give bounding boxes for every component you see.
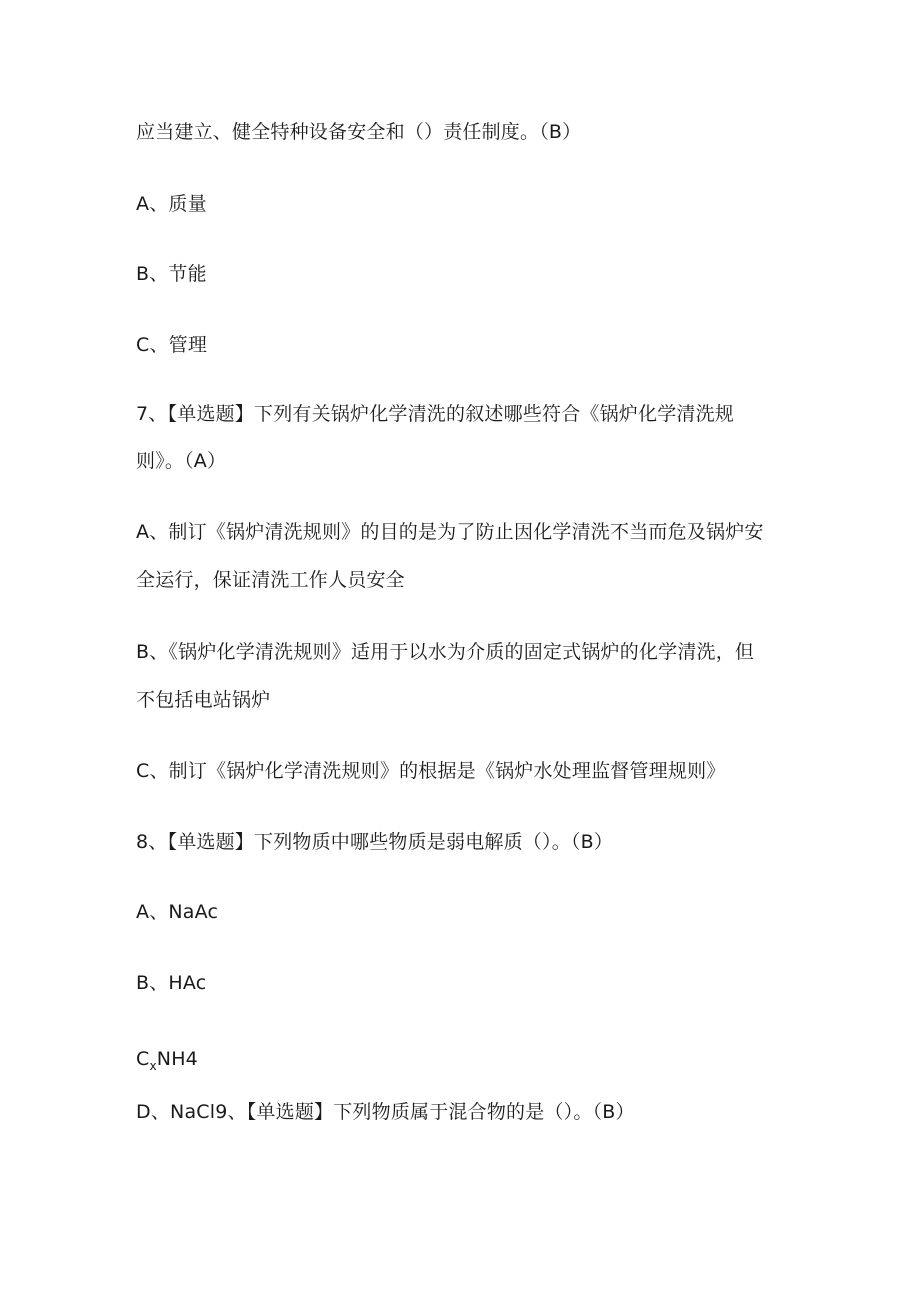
question-7-option-c: C、制订《锅炉化学清洗规则》的根据是《锅炉水处理监督管理规则》 — [136, 760, 726, 782]
question-8-option-a: A、NaAc — [136, 901, 219, 923]
question-7-option-b: B、《锅炉化学清洗规则》适用于以水为介质的固定式锅炉的化学清洗，但 — [136, 641, 755, 663]
question-6-stem-end: 应当建立、健全特种设备安全和（）责任制度。（B） — [136, 121, 582, 143]
question-8-stem: 8、【单选题】下列物质中哪些物质是弱电解质（）。（B） — [136, 831, 614, 853]
question-7-stem: 7、【单选题】下列有关锅炉化学清洗的叙述哪些符合《锅炉化学清洗规 — [136, 403, 734, 425]
question-6-option-b: B、节能 — [136, 263, 207, 285]
question-8-option-b: B、HAc — [136, 972, 207, 994]
question-6-option-c: C、管理 — [136, 334, 208, 356]
question-7-option-b-cont: 不包括电站锅炉 — [136, 689, 271, 711]
question-7-stem-cont: 则》。（A） — [136, 450, 227, 472]
question-7-option-a: A、制订《锅炉清洗规则》的目的是为了防止因化学清洗不当而危及锅炉安 — [136, 521, 764, 543]
option-c-letter: C — [136, 1048, 150, 1070]
question-7-option-a-cont: 全运行，保证清洗工作人员安全 — [136, 569, 405, 591]
option-c-subscript: x — [149, 1059, 157, 1073]
question-6-option-a: A、质量 — [136, 193, 207, 215]
question-8-option-c — [136, 1047, 796, 1071]
option-c-text: NH4 — [156, 1048, 198, 1070]
question-8-option-d-and-question-9: D、NaCl9、【单选题】下列物质属于混合物的是（）。（B） — [136, 1101, 635, 1123]
